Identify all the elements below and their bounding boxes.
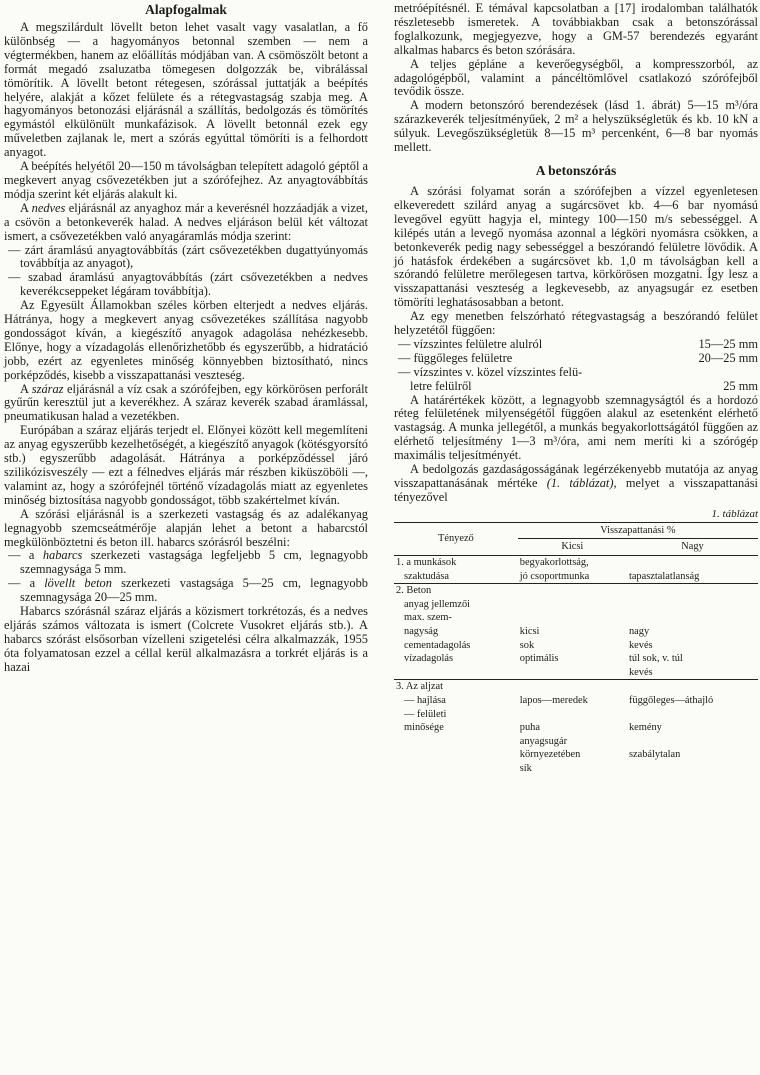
table-header-group: Visszapattanási % (518, 522, 758, 539)
paragraph: Habarcs szórásnál száraz eljárás a közismert torkrétozás, és a nedves eljárás számos változata is ismert (Colcrete Vusokret eljárás stb.). A habarcs szórást elsősorban vízelleni szigetelési célra alkalmazzák, 1955 óta folyamatosan ezzel a céllal kerül alkalmazásra a torkrét eljárás is a hazai (4, 604, 368, 674)
table-row: szaktudása jó csoportmunka tapasztalatlanság (394, 570, 758, 584)
table-row: anyagsugár (519, 735, 568, 747)
paragraph: Európában a száraz eljárás terjedt el. Előnyei között kell megemlíteni az anyag egyszerűbb kezelhetőségét, a kiegészítő anyagok (kötésgyorsító stb.) egyszerűbb adagolását. Hátránya a porképződéssel járó szilikózisveszély — ezt a félnedves eljárás már részben kiküszöböli —, valamint az, hogy a szórófejnél történő vízadagolás miatt az egyenletes minőség biztosítása nagyobb gondosságot, több szakértelmet kíván. (4, 423, 368, 507)
table-row: minősége puha kemény (404, 722, 662, 734)
paragraph: metróépítésnél. E témával kapcsolatban a [17] irodalomban találhatók részletesebb ismeretek. A továbbiakban csak a betonszórással foglalkozunk, megjegyezve, hogy a GM-57 berendezés egyaránt alkalmas habarcs és beton szórására. (394, 1, 758, 57)
section-title-alapfogalmak: Alapfogalmak (145, 2, 227, 17)
table-row: 1. a munkások begyakorlottság, (396, 557, 589, 568)
list-item: — vízszintes felületre alulról 15—25 mm (398, 336, 758, 351)
table-header-small: Kicsi (518, 539, 627, 556)
table-row: nagyság kicsi nagy (404, 625, 650, 637)
table-caption: 1. táblázat (711, 507, 758, 520)
list-item: — zárt áramlású anyagtovábbítás (zárt csővezetékben dugattyúnyomás továbbítja az anyagot), (8, 242, 368, 271)
table-header-factor: Tényező (394, 522, 518, 555)
paragraph: A határértékek között, a legnagyobb szemnagyságtól és a hordozó réteg felületének milyenségétől függően alakul az esetenként elérhető vastagság. A munka jellegétől, a munkás begyakorlottságától függően az elérhető teljesítmény 1—3 m³/óra, ami nem meríti ki a szórógép maximális teljesítményét. (394, 392, 758, 463)
paragraph: Az Egyesült Államokban széles körben elterjedt a nedves eljárás. Hátránya, hogy a megkevert anyag csővezetékes szállítása nagyobb gondosságot kíván, a kiegészítő anyagok adagolása nehézkesebb. Előnye, hogy a vízadagolás ellenőrizhetőbb és egyszerűbb, a hidratáció jobb, ezért az egyenletes minőség könnyebben biztosítható, nincs porképződés, kisebb a visszapattanási veszteség. (4, 298, 368, 382)
table-row: sík (519, 762, 532, 774)
list-item: — a habarcs szerkezeti vastagsága legfeljebb 5 cm, legnagyobb szemnagysága 5 mm. (8, 548, 368, 577)
table-row: cementadagolás sok kevés (404, 639, 653, 651)
paragraph: Az egy menetben felszórható rétegvastagság a beszórandó felület helyzetétől függően: (394, 309, 758, 338)
table-row: környezetében szabálytalan (519, 749, 681, 761)
paragraph: A bedolgozás gazdaságosságának legérzékenyebb mutatója az anyag visszapattanásának mértéke (1. táblázat), melyet a visszapattanási tényezővel (394, 462, 758, 504)
paragraph: A megszilárdult lövellt beton lehet vasalt vagy vasalatlan, a fő különbség — a hagyományos betonnal szemben — nem a végtermékben, hanem az előállítás módjában van. A csömöszölt betont a formát megadó zsaluzatba tömegesen dolgozzák be, vibrálással tömörítik. A lövellt betont rétegesen, szórással juttatják a beépítés helyére, alakját a kőzet felülete és a rétegvastagság szabja meg. A hagyományos betonozási eljárásnál a szállítás, bedolgozás és tömörítés egymástól elkülönült munkafázisok. A lövellt betonnál ezek egy műveletben zajlanak le, mert a szórás egyúttal tömöríti is a felhordott anyagot. (4, 20, 368, 160)
table-row: kevés (394, 666, 758, 680)
paragraph: A beépítés helyétől 20—150 m távolságban telepített adagoló géptől a megkevert anyag csővezetékben jut a szórófejhez. Az anyagtovábbítás módja szerint két eljárás alakult ki. (4, 159, 368, 201)
list-item: — vízszintes v. közel vízszintes felü- (398, 364, 583, 379)
paragraph: A száraz eljárásnál a víz csak a szórófejben, egy körkörösen perforált gyűrűn keresztül jut a keverékhez. A száraz keverék szabad áramlással, pneumatikusan halad a vezetékben. (4, 381, 368, 424)
table-row: anyag jellemzői (404, 598, 471, 610)
left-column (4, 2, 368, 675)
paragraph: A modern betonszóró berendezések (lásd 1. ábrát) 5—15 m³/óra szárazkeverék teljesítményűek, 2 m² a helyszükségletük és kb. 10 kN a súlyuk. Levegőszükségletük 8—15 m³ percenként, 6—8 bar nyomás mellett. (394, 98, 758, 155)
list-nedves-variants (4, 244, 368, 300)
list-item: letre felülről 25 mm (410, 378, 758, 393)
table-row: — hajlása lapos—meredek függőleges—áthajló (404, 694, 714, 706)
list-item: — függőleges felületre 20—25 mm (398, 350, 758, 365)
thickness-list (394, 338, 758, 394)
table-header-row (394, 522, 758, 539)
table-row: 3. Az aljzat (396, 681, 444, 693)
list-habarcs-beton (4, 549, 368, 605)
table-row: vízadagolás optimális túl sok, v. túl (404, 653, 683, 665)
table-header-large: Nagy (627, 539, 758, 556)
rebound-table (394, 522, 758, 776)
right-column (394, 2, 758, 776)
paragraph: A nedves eljárásnál az anyaghoz már a keverésnél hozzáadják a vizet, a csövön a betonkeverék halad. A nedves eljáráson belül két változat ismert, a csővezetékben való anyagáramlás módja szerint: (4, 200, 368, 243)
list-item: — szabad áramlású anyagtovábbítás (zárt csővezetékben a nedves keverékcseppeket légáram továbbítja). (8, 270, 368, 299)
list-item: — a lövellt beton szerkezeti vastagsága 5—25 cm, legnagyobb szemnagysága 20—25 mm. (8, 576, 368, 605)
paragraph: A teljes gépláne a keverőegységből, a kompresszorból, az adagológépből, valamint a páncéltömlővel csatlakozó szórófejből tevődik össze. (394, 56, 758, 99)
paragraph: A szórási folyamat során a szórófejben a vízzel egyenletesen elkeveredett szilárd anyag a sugárcsövet kb. 4—6 bar nyomású levegővel együtt hagyja el, mintegy 100—150 m/s sebességgel. A kilépés után a levegő nyomása azonnal a légköri nyomásra csökken, a betonkeverék pedig nagy sebességgel a beszórandó felületre lövődik. A jó hatásfok érdekében a sugárcsövet kb. 1,0 m távolságban kell a szórandó felületre merőlegesen tartva, körkörösen mozgatni. Így lesz a visszapattanási veszteség a legkevesebb, az anyagsugár ez esetben tömöríti leghatásosabban a betont. (394, 183, 758, 310)
paragraph: A szórási eljárásnál is a szerkezeti vastagság és az adalékanyag legnagyobb szemcseátmérője alapján lehet a betont a habarcstól megkülönböztetni és beton ill. habarcs szórásról beszélni: (4, 506, 368, 549)
table-row: 2. Beton (396, 585, 432, 597)
table-row: max. szem- (404, 612, 452, 624)
section-title-betonszoras: A betonszórás (535, 162, 617, 178)
table-row: — felületi (404, 708, 447, 720)
